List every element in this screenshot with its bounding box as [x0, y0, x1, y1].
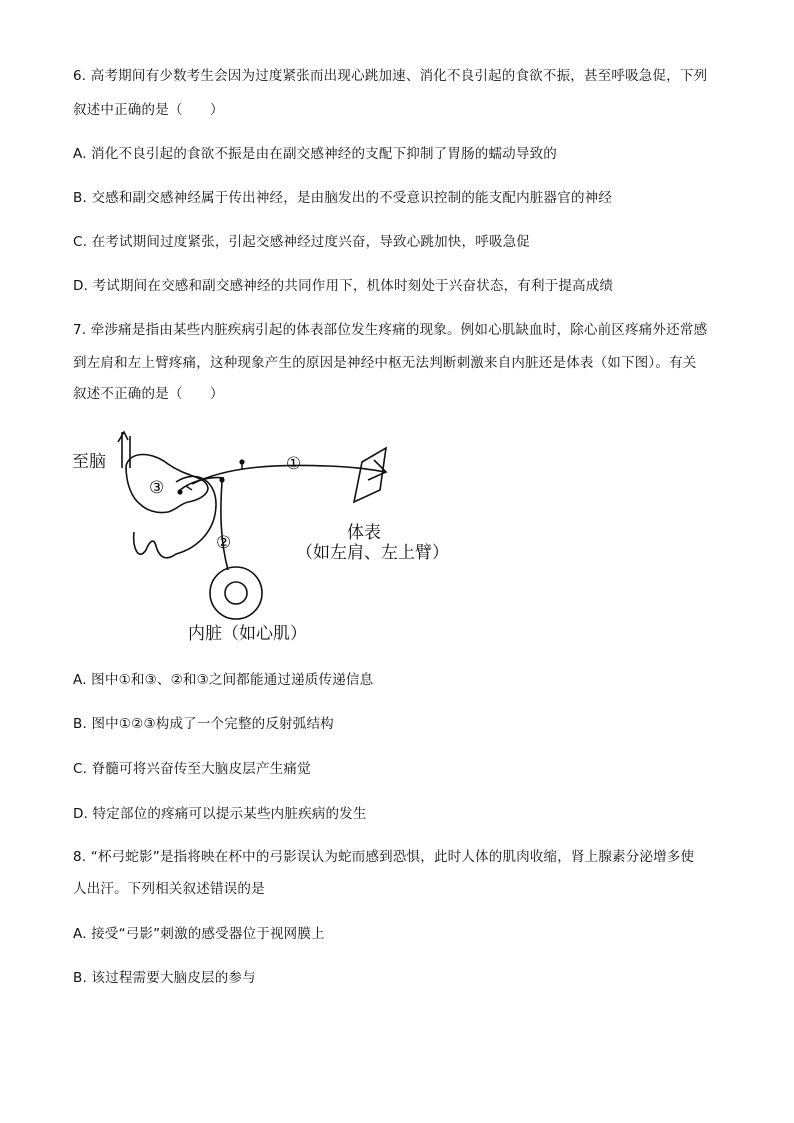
q6-option-c: C. 在考试期间过度紧张，引起交感神经过度兴奋，导致心跳加快，呼吸急促 — [73, 234, 531, 250]
label-2: ② — [216, 533, 232, 553]
q8-stem-line1: 8. “杯弓蛇影”是指将映在杯中的弓影误认为蛇而感到恐惧，此时人体的肌肉收缩，肾上腺素分泌增多使 — [73, 849, 695, 865]
body-surface-note: （如左肩、左上臂） — [296, 543, 449, 563]
q7-stem-line3: 叙述不正确的是（ ） — [73, 386, 224, 402]
q8-option-a: A. 接受“弓影”刺激的感受器位于视网膜上 — [73, 926, 325, 942]
q6-stem-line1: 6. 高考期间有少数考生会因为过度紧张而出现心跳加速、消化不良引起的食欲不振，甚至呼吸急促，下列 — [73, 68, 708, 84]
q6-option-b: B. 交感和副交感神经属于传出神经，是由脑发出的不受意识控制的能支配内脏器官的神经 — [73, 190, 613, 206]
label-1: ① — [286, 454, 302, 474]
organ-label: 内脏（如心肌） — [188, 624, 307, 644]
q7-stem-line1: 7. 牵涉痛是指由某些内脏疾病引起的体表部位发生疼痛的现象。例如心肌缺血时，除心前区疼痛外还常感 — [73, 322, 708, 338]
referred-pain-diagram — [68, 420, 468, 655]
q7-option-a: A. 图中①和③、②和③之间都能通过递质传递信息 — [73, 672, 374, 688]
to-brain-label: 至脑 — [72, 452, 106, 472]
label-3: ③ — [149, 478, 165, 498]
q8-option-b: B. 该过程需要大脑皮层的参与 — [73, 970, 256, 986]
q6-option-a: A. 消化不良引起的食欲不振是由在副交感神经的支配下抑制了胃肠的蠕动导致的 — [73, 146, 557, 162]
q7-option-b: B. 图中①②③构成了一个完整的反射弧结构 — [73, 716, 334, 732]
q7-option-c: C. 脊髓可将兴奋传至大脑皮层产生痛觉 — [73, 761, 311, 777]
q7-stem-line2: 到左肩和左上臂疼痛，这种现象产生的原因是神经中枢无法判断刺激来自内脏还是体表（如下图）。有关 — [73, 355, 697, 371]
q6-option-d: D. 考试期间在交感和副交感神经的共同作用下，机体时刻处于兴奋状态，有利于提高成绩 — [73, 278, 614, 294]
q8-stem-line2: 人出汗。下列相关叙述错误的是 — [73, 881, 265, 897]
q6-stem-line2: 叙述中正确的是（ ） — [73, 102, 224, 118]
q7-option-d: D. 特定部位的疼痛可以提示某些内脏疾病的发生 — [73, 806, 367, 822]
body-surface-label: 体表 — [347, 523, 381, 543]
